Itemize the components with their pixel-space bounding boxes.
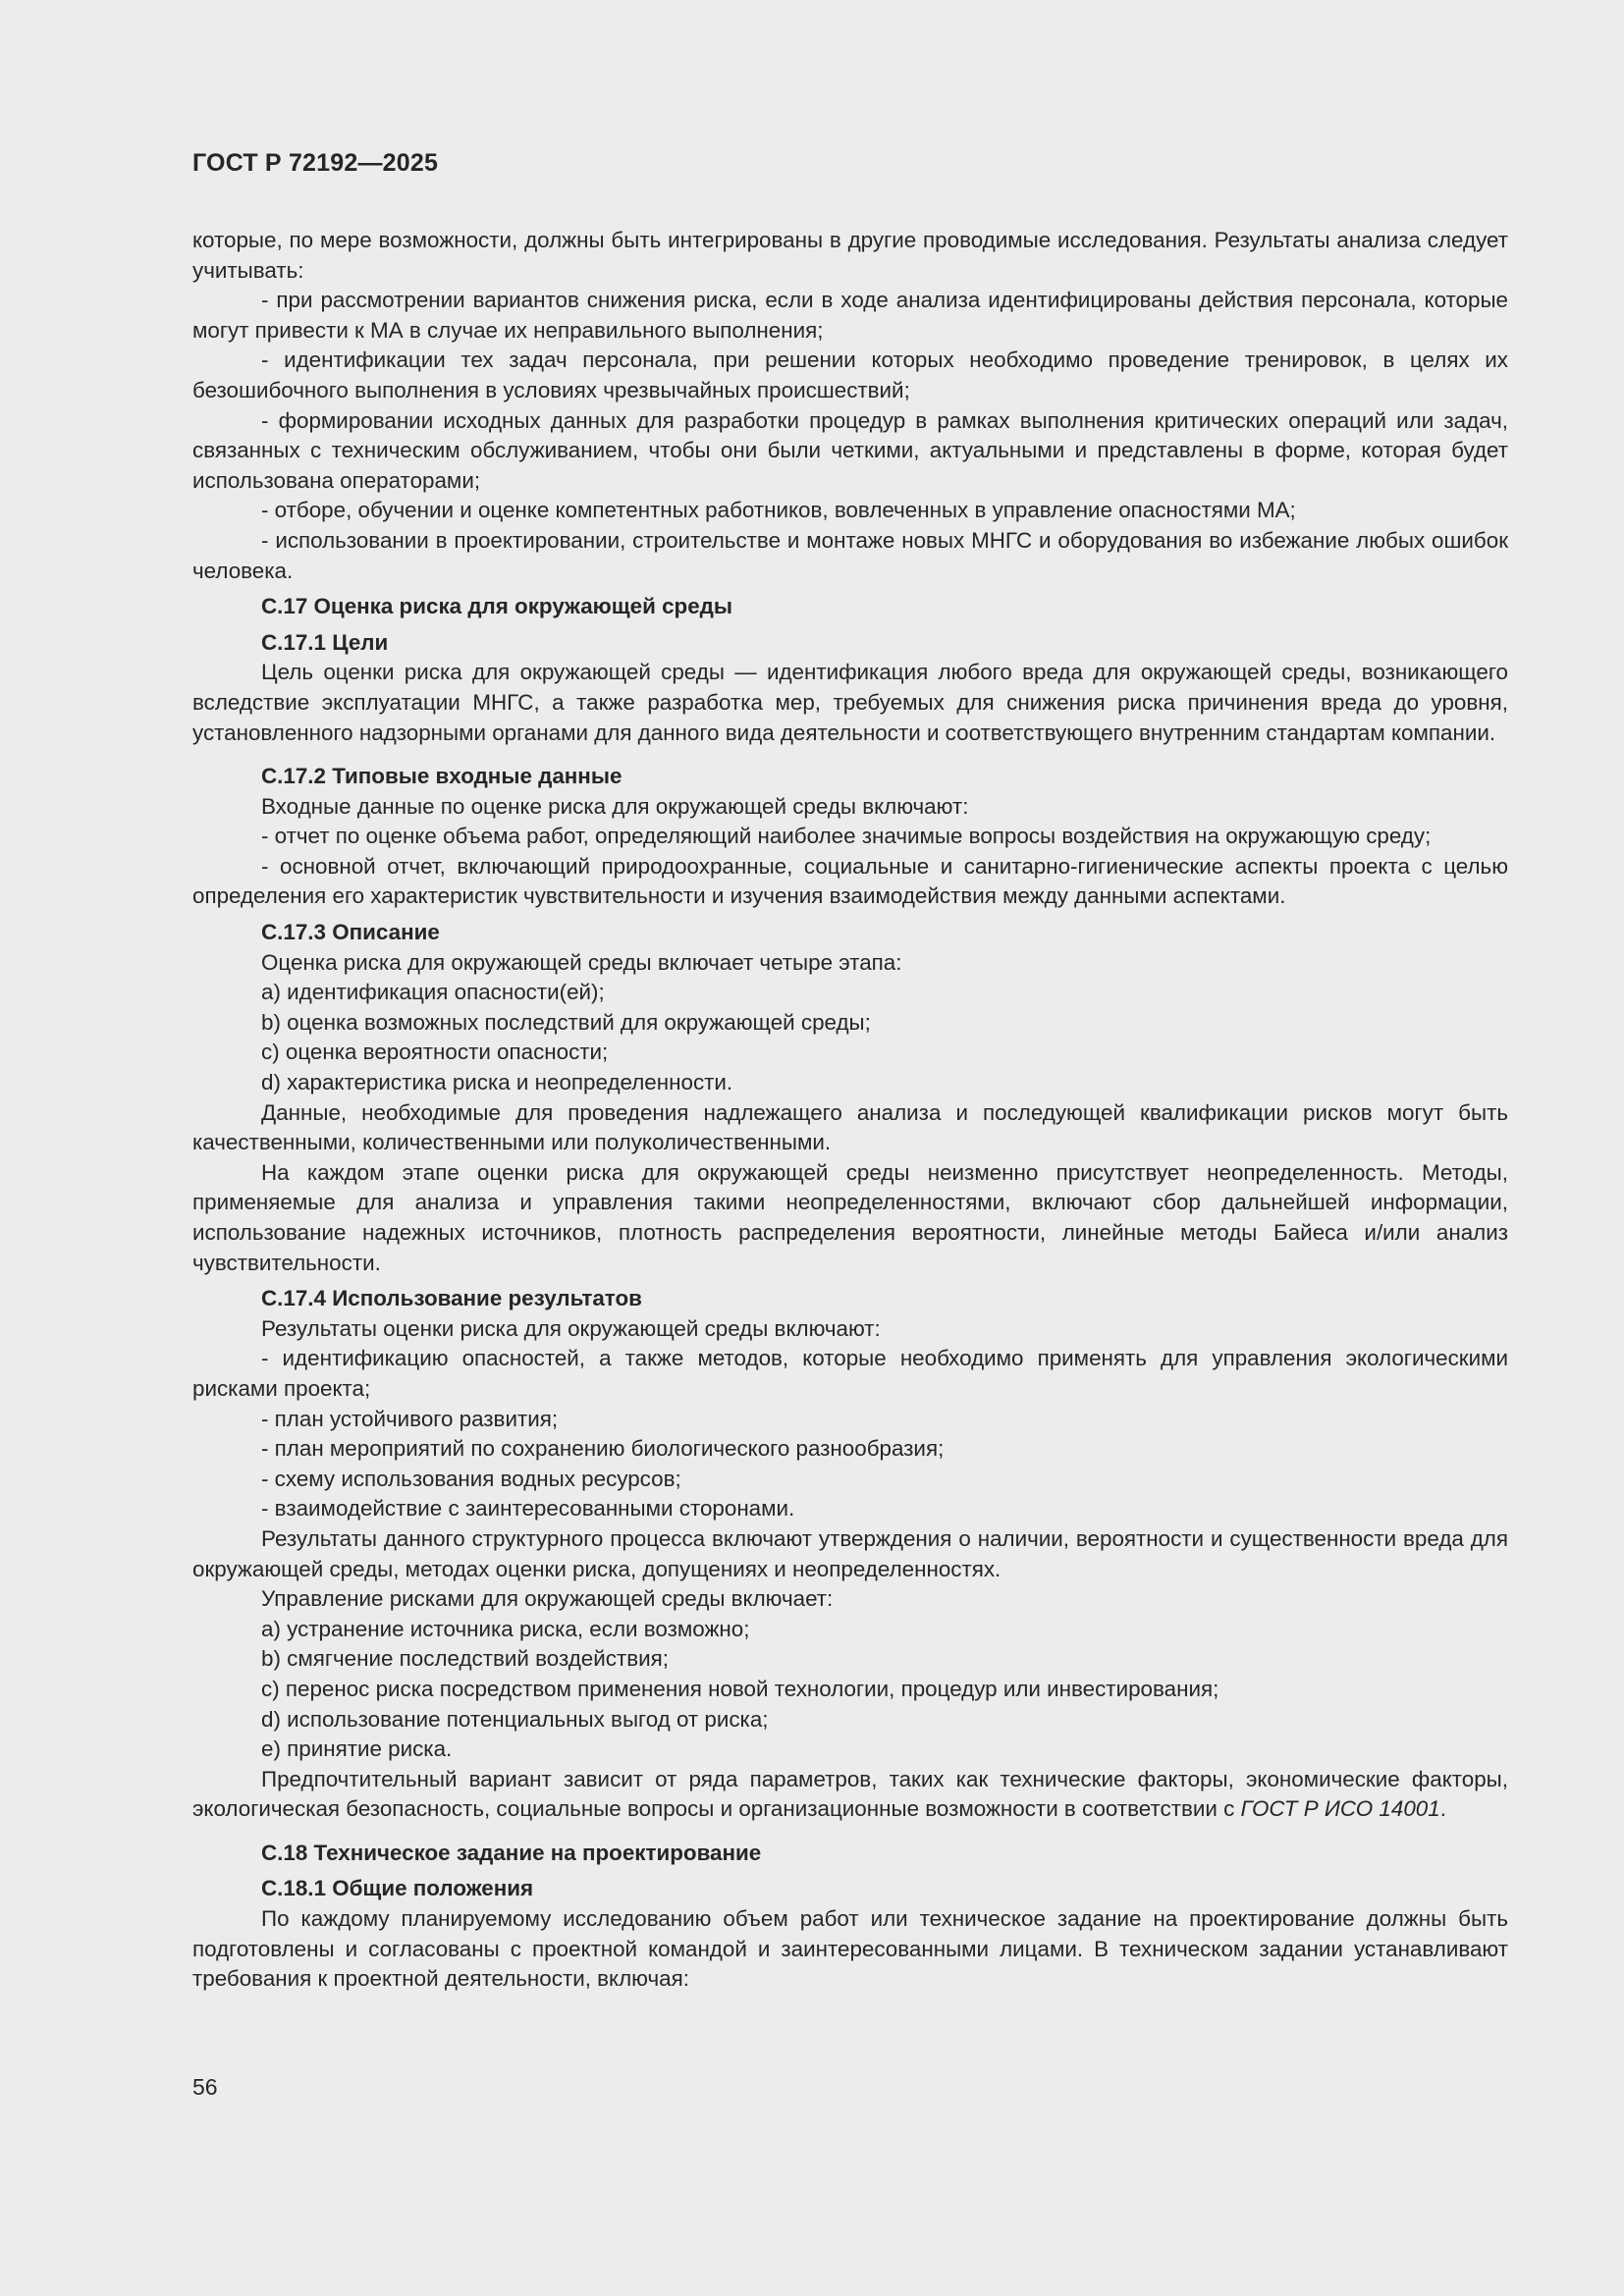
paragraph-end: . <box>1439 1796 1446 1822</box>
list-item: - план устойчивого развития; <box>261 1406 559 1431</box>
section-heading-c17: С.17 Оценка риска для окружающей среды <box>261 594 733 619</box>
list-item: e) принятие риска. <box>261 1736 453 1762</box>
paragraph: Управление рисками для окружающей среды включает: <box>261 1586 834 1612</box>
list-item: - взаимодействие с заинтересованными сторонами. <box>261 1496 795 1522</box>
section-heading-c18-1: С.18.1 Общие положения <box>261 1876 534 1901</box>
list-item: c) оценка вероятности опасности; <box>261 1040 609 1065</box>
list-item: - использовании в проектировании, строительстве и монтаже новых МНГС и оборудования во избежание любых ошибок человека. <box>192 527 1508 583</box>
paragraph <box>192 1765 1508 1825</box>
list-item: - отчет по оценке объема работ, определяющий наиболее значимые вопросы воздействия на окружающую среду; <box>261 824 1432 849</box>
list-item: a) идентификация опасности(ей); <box>261 980 605 1005</box>
list-item: c) перенос риска посредством применения новой технологии, процедур или инвестирования; <box>261 1676 1219 1701</box>
paragraph-text: Предпочтительный вариант зависит от ряда параметров, таких как технические факторы, экономические факторы, экологическая безопасность, социальные вопросы и организационные возможности в соответствии с <box>192 1766 1508 1822</box>
list-item: a) устранение источника риска, если возможно; <box>261 1616 750 1641</box>
section-heading-c17-4: С.17.4 Использование результатов <box>261 1286 642 1311</box>
page-number: 56 <box>192 2074 218 2100</box>
section-heading-c17-1: С.17.1 Цели <box>261 629 389 655</box>
standard-reference: ГОСТ Р ИСО 14001 <box>1240 1796 1440 1822</box>
document-header: ГОСТ Р 72192—2025 <box>192 149 439 177</box>
list-item: - план мероприятий по сохранению биологического разнообразия; <box>261 1436 945 1462</box>
paragraph: Результаты оценки риска для окружающей среды включают: <box>261 1315 881 1341</box>
paragraph: На каждом этапе оценки риска для окружающей среды неизменно присутствует неопределенность. Методы, применяемые для анализа и управления такими неопределенностями, включают сбор дальнейшей информации, использование надежных источников, плотность распределения вероятности, линейные методы Байеса и/или анализ чувствительности. <box>192 1159 1508 1275</box>
list-item: d) использование потенциальных выгод от риска; <box>261 1706 769 1732</box>
list-item: - при рассмотрении вариантов снижения риска, если в ходе анализа идентифицированы действия персонала, которые могут привести к МА в случае их неправильного выполнения; <box>192 288 1508 343</box>
paragraph: По каждому планируемому исследованию объем работ или техническое задание на проектирование должны быть подготовлены и согласованы с проектной командой и заинтересованными лицами. В техническом задании устанавливают требования к проектной деятельности, включая: <box>192 1906 1508 1992</box>
list-item: b) оценка возможных последствий для окружающей среды; <box>261 1009 871 1035</box>
section-heading-c18: С.18 Техническое задание на проектирование <box>261 1840 762 1865</box>
paragraph: Входные данные по оценке риска для окружающей среды включают: <box>261 793 969 819</box>
paragraph: Данные, необходимые для проведения надлежащего анализа и последующей квалификации рисков могут быть качественными, количественными или полуколичественными. <box>192 1099 1508 1155</box>
list-item: - идентификации тех задач персонала, при решении которых необходимо проведение тренировок, в целях их безошибочного выполнения в условиях чрезвычайных происшествий; <box>192 347 1508 402</box>
page-content <box>192 226 1508 1995</box>
section-heading-c17-3: С.17.3 Описание <box>261 920 440 945</box>
list-item: - отборе, обучении и оценке компетентных работников, вовлеченных в управление опасностями МА; <box>261 498 1296 523</box>
paragraph: Оценка риска для окружающей среды включает четыре этапа: <box>261 949 902 975</box>
list-item: d) характеристика риска и неопределенности. <box>261 1070 733 1095</box>
list-item: - схему использования водных ресурсов; <box>261 1466 681 1491</box>
section-heading-c17-2: С.17.2 Типовые входные данные <box>261 764 623 789</box>
list-item: b) смягчение последствий воздействия; <box>261 1646 669 1672</box>
list-item: - основной отчет, включающий природоохранные, социальные и санитарно-гигиенические аспекты проекта с целью определения его характеристик чувствительности и изучения взаимодействия между данными аспектами. <box>192 853 1508 909</box>
paragraph: Результаты данного структурного процесса включают утверждения о наличии, вероятности и существенности вреда для окружающей среды, методах оценки риска, допущениях и неопределенностях. <box>192 1525 1508 1581</box>
list-item: - формировании исходных данных для разработки процедур в рамках выполнения критических операций или задач, связанных с техническим обслуживанием, чтобы они были четкими, актуальными и представлены в форме, которая будет использована операторами; <box>192 407 1508 493</box>
paragraph: которые, по мере возможности, должны быть интегрированы в другие проводимые исследования. Результаты анализа следует учитывать: <box>192 228 1508 283</box>
paragraph: Цель оценки риска для окружающей среды — идентификация любого вреда для окружающей среды, возникающего вследствие эксплуатации МНГС, а также разработка мер, требуемых для снижения риска причинения вреда до уровня, установленного надзорными органами для данного вида деятельности и соответствующего внутренним стандартам компании. <box>192 660 1508 745</box>
list-item: - идентификацию опасностей, а также методов, которые необходимо применять для управления экологическими рисками проекта; <box>192 1346 1508 1401</box>
